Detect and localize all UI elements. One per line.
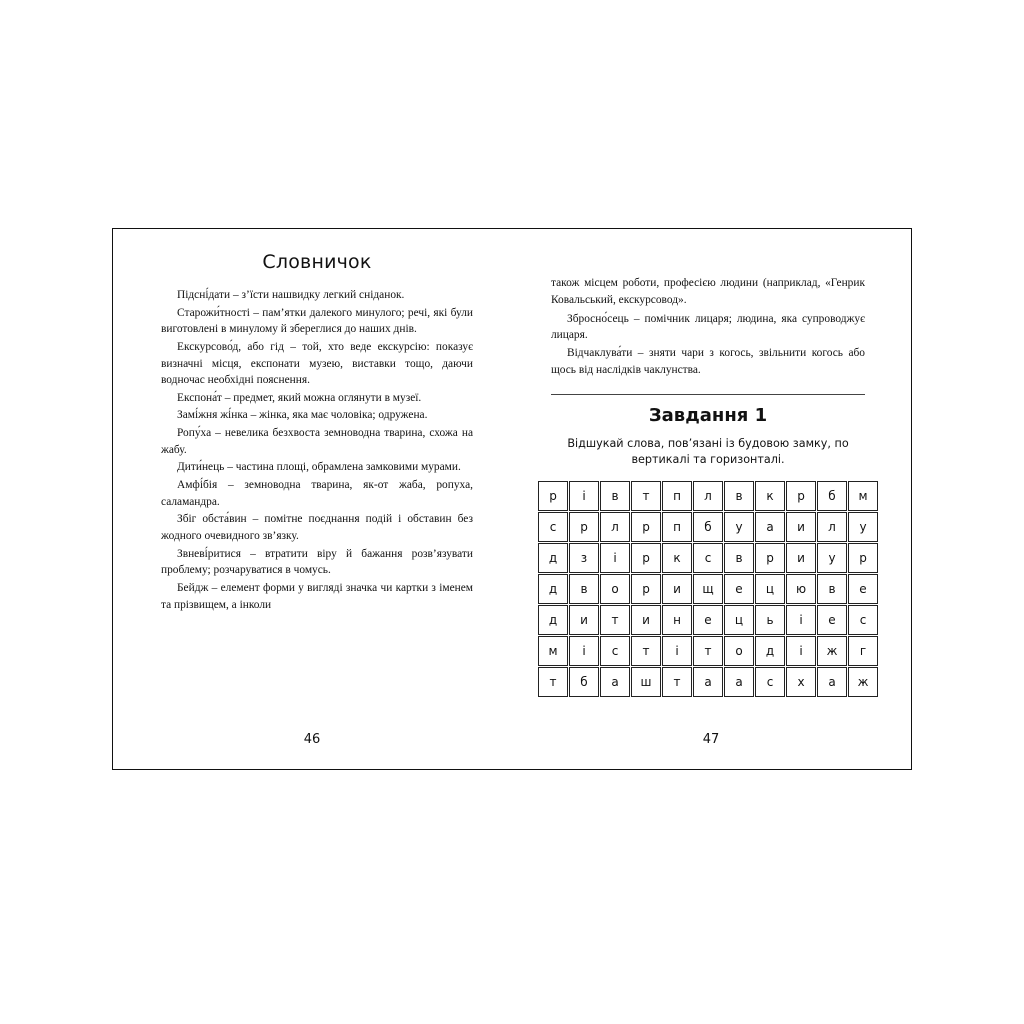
grid-cell[interactable]: с (848, 605, 878, 635)
grid-cell[interactable]: т (631, 481, 661, 511)
glossary-entry (551, 345, 865, 378)
grid-cell[interactable]: б (817, 481, 847, 511)
grid-cell[interactable]: ц (755, 574, 785, 604)
grid-cell[interactable]: м (538, 636, 568, 666)
glossary-title: Словничок (262, 251, 372, 273)
grid-cell[interactable]: з (569, 543, 599, 573)
grid-cell[interactable]: і (662, 636, 692, 666)
grid-cell[interactable]: с (693, 543, 723, 573)
grid-cell[interactable]: в (817, 574, 847, 604)
word-search-grid[interactable] (548, 481, 869, 697)
grid-cell[interactable]: а (724, 667, 754, 697)
grid-cell[interactable]: р (631, 512, 661, 542)
glossary-entry-text: Бейдж – елемент форми у вигляді значка чи картки з іменем та прізвищем, а інколи (161, 581, 473, 611)
grid-cell[interactable]: а (817, 667, 847, 697)
grid-cell[interactable]: е (724, 574, 754, 604)
grid-cell[interactable]: і (786, 605, 816, 635)
grid-cell[interactable]: л (600, 512, 630, 542)
grid-cell[interactable]: х (786, 667, 816, 697)
grid-cell[interactable]: ю (786, 574, 816, 604)
left-page (113, 229, 511, 769)
grid-cell[interactable]: е (817, 605, 847, 635)
glossary-entry (161, 511, 473, 544)
grid-cell[interactable]: ш (631, 667, 661, 697)
grid-cell[interactable]: к (662, 543, 692, 573)
glossary-entry (551, 311, 865, 344)
grid-cell[interactable]: и (786, 512, 816, 542)
grid-cell[interactable]: д (538, 543, 568, 573)
grid-cell[interactable]: н (662, 605, 692, 635)
glossary-entry (161, 580, 473, 613)
grid-cell[interactable]: в (569, 574, 599, 604)
grid-cell[interactable]: л (693, 481, 723, 511)
grid-cell[interactable]: д (538, 605, 568, 635)
glossary-entry-text: Ропу́ха – невелика безхвоста земноводна тварина, схожа на жабу. (161, 427, 473, 456)
grid-cell[interactable]: е (848, 574, 878, 604)
grid-cell[interactable]: т (631, 636, 661, 666)
continuation-text: також місцем роботи, професією людини (наприклад, «Генрик Ковальський, екскурсовод». (551, 277, 865, 307)
grid-cell[interactable]: д (755, 636, 785, 666)
grid-cell[interactable]: о (600, 574, 630, 604)
glossary-entry-text: Амфі́бія – земноводна тварина, як-от жаба, ропуха, саламандра. (161, 479, 473, 508)
grid-cell[interactable]: р (631, 543, 661, 573)
glossary-entry-text: Відчаклува́ти – зняти чари з когось, звільнити когось або щось від наслідків чаклунства. (551, 346, 865, 376)
glossary-entry-text: Збросно́сець – помічник лицаря; людина, яка супроводжує лицаря. (551, 312, 865, 342)
glossary-entry (161, 390, 473, 407)
grid-cell[interactable]: а (600, 667, 630, 697)
glossary-entry-text: Звневі́ритися – втратити віру й бажання розв’язувати проблему; розчаруватися в чомусь. (161, 547, 473, 577)
glossary-entry-text: Замі́жня жі́нка – жінка, яка має чоловіка; одружена. (177, 409, 428, 422)
grid-cell[interactable]: и (569, 605, 599, 635)
grid-cell[interactable]: ц (724, 605, 754, 635)
glossary-entry-text: Старожи́тності – пам’ятки далекого минулого; речі, які були виготовлені в минулому й збереглися до наших днів. (161, 306, 473, 336)
grid-cell[interactable]: щ (693, 574, 723, 604)
grid-cell[interactable]: б (569, 667, 599, 697)
grid-cell[interactable]: а (755, 512, 785, 542)
grid-cell[interactable]: т (693, 636, 723, 666)
glossary-entry (161, 287, 473, 304)
grid-cell[interactable]: л (817, 512, 847, 542)
grid-cell[interactable]: р (755, 543, 785, 573)
grid-cell[interactable]: у (848, 512, 878, 542)
grid-cell[interactable]: с (600, 636, 630, 666)
grid-cell[interactable]: ь (755, 605, 785, 635)
grid-cell[interactable]: б (693, 512, 723, 542)
grid-cell[interactable]: г (848, 636, 878, 666)
grid-cell[interactable]: п (662, 512, 692, 542)
page-number-right: 47 (702, 732, 720, 747)
grid-cell[interactable]: р (786, 481, 816, 511)
grid-cell[interactable]: д (538, 574, 568, 604)
grid-cell[interactable]: и (786, 543, 816, 573)
page-number-left: 46 (303, 732, 321, 747)
grid-cell[interactable]: и (662, 574, 692, 604)
grid-cell[interactable]: ж (848, 667, 878, 697)
glossary-entry-text: Екскурсово́д, або гід – той, хто веде екскурсію: показує визначні місця, експонати музею, виставки тощо, даючи водночас необхідні пояснення. (161, 340, 473, 387)
glossary-entry (161, 305, 473, 338)
glossary-entry (161, 546, 473, 579)
grid-cell[interactable]: м (848, 481, 878, 511)
grid-cell[interactable]: с (538, 512, 568, 542)
glossary-entry (161, 339, 473, 389)
grid-cell[interactable]: с (755, 667, 785, 697)
book-spread (112, 228, 912, 770)
grid-cell[interactable]: р (631, 574, 661, 604)
grid-cell[interactable]: р (538, 481, 568, 511)
grid-cell[interactable]: ж (817, 636, 847, 666)
grid-cell[interactable]: к (755, 481, 785, 511)
grid-cell[interactable]: і (569, 636, 599, 666)
grid-cell[interactable]: і (600, 543, 630, 573)
grid-cell[interactable]: р (569, 512, 599, 542)
glossary-entry (161, 477, 473, 510)
grid-cell[interactable]: т (538, 667, 568, 697)
glossary-entry-text: Експона́т – предмет, який можна оглянути в музеї. (177, 391, 422, 404)
grid-cell[interactable]: п (662, 481, 692, 511)
grid-cell[interactable]: р (848, 543, 878, 573)
glossary-entry-text: Збіг обста́вин – помітне поєднання подій і обставин без жодного очевидного зв’язку. (161, 513, 473, 542)
right-page (511, 229, 911, 769)
grid-cell[interactable]: о (724, 636, 754, 666)
grid-cell[interactable]: в (600, 481, 630, 511)
grid-cell[interactable]: у (724, 512, 754, 542)
glossary-entry-text: Підсні́дати – з’їсти нашвидку легкий сніданок. (177, 289, 405, 301)
task-description: Відшукай слова, пов’язані із будовою замку, по вертикалі та горизонталі. (567, 437, 849, 467)
grid-cell[interactable]: і (569, 481, 599, 511)
grid-cell[interactable]: і (786, 636, 816, 666)
grid-cell[interactable]: т (600, 605, 630, 635)
glossary-entry (161, 459, 473, 476)
grid-cell[interactable]: е (693, 605, 723, 635)
section-divider (551, 394, 865, 395)
grid-cell[interactable]: в (724, 481, 754, 511)
grid-cell[interactable]: в (724, 543, 754, 573)
grid-cell[interactable]: а (693, 667, 723, 697)
task-title: Завдання 1 (648, 405, 768, 427)
glossary-entry (161, 425, 473, 458)
grid-cell[interactable]: у (817, 543, 847, 573)
glossary-entry-text: Дити́нець – частина площі, обрамлена замковими мурами. (177, 461, 461, 474)
grid-cell[interactable]: и (631, 605, 661, 635)
grid-cell[interactable]: т (662, 667, 692, 697)
glossary-entry (161, 407, 473, 424)
